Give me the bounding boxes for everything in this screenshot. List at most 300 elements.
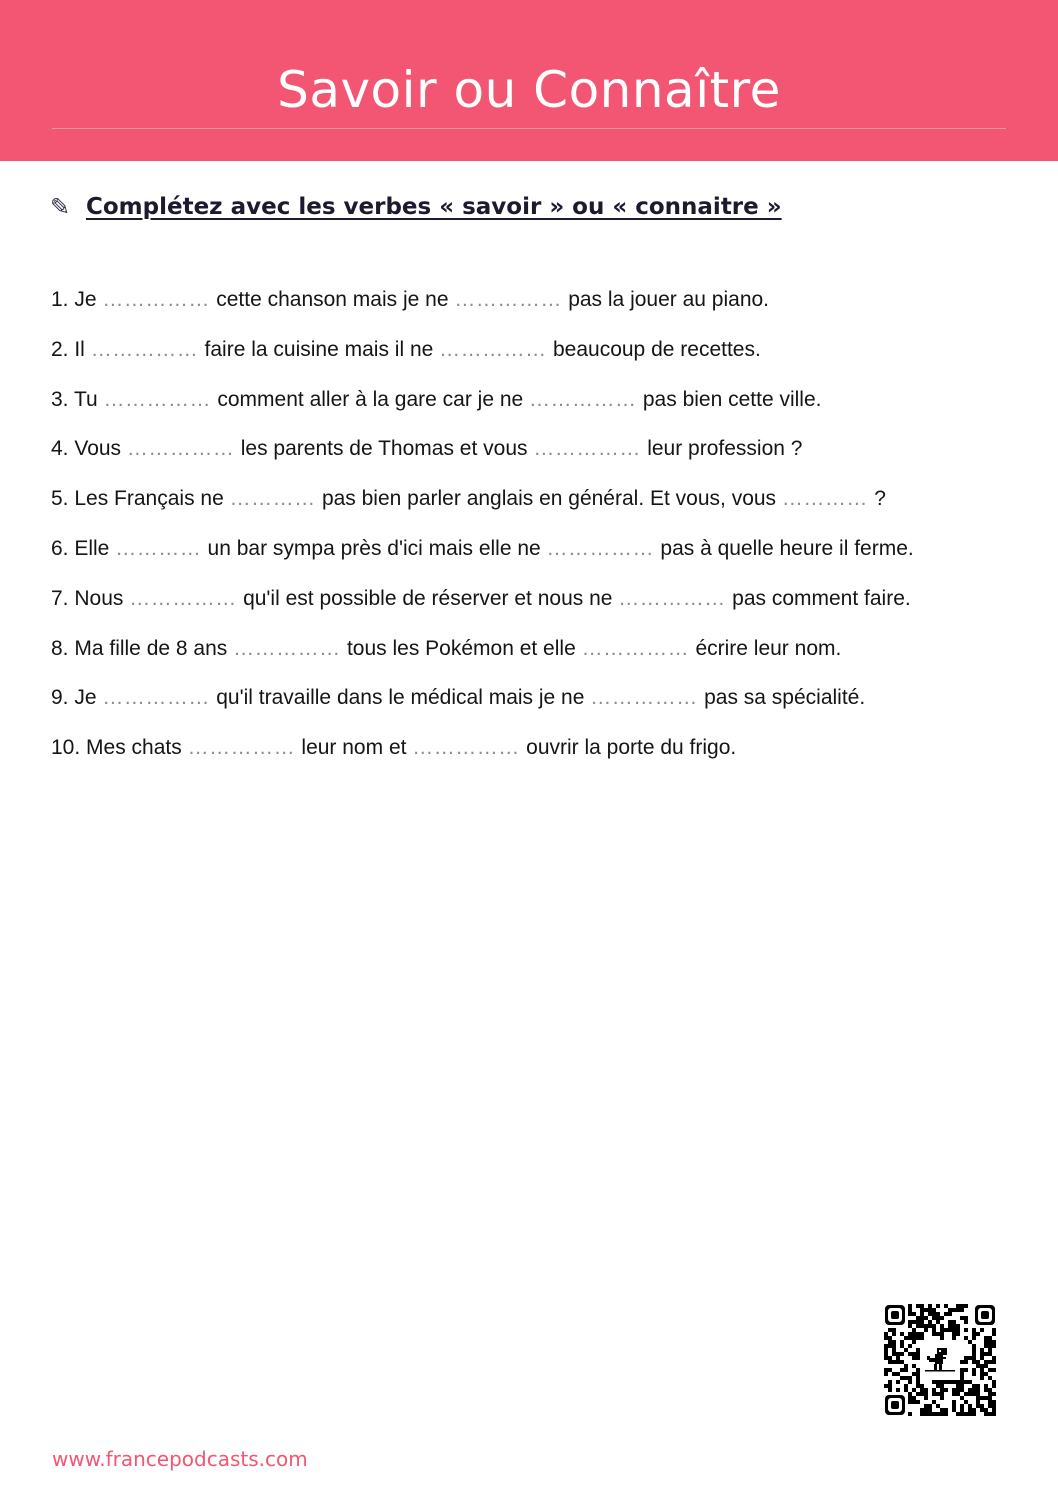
qr-module <box>960 1308 964 1312</box>
qr-module <box>896 1380 900 1384</box>
qr-module <box>984 1384 988 1388</box>
qr-module <box>924 1308 928 1312</box>
qr-module <box>984 1364 988 1368</box>
qr-module <box>988 1376 992 1380</box>
qr-module <box>940 1380 944 1384</box>
qr-module <box>892 1340 896 1344</box>
qr-module <box>920 1332 924 1336</box>
qr-module <box>920 1316 924 1320</box>
qr-module <box>952 1328 956 1332</box>
qr-module <box>992 1384 996 1388</box>
blank-2: …………… <box>454 288 569 311</box>
qr-module <box>952 1308 956 1312</box>
qr-module <box>992 1404 996 1408</box>
qr-module <box>900 1352 904 1356</box>
qr-module <box>896 1360 900 1364</box>
qr-module <box>892 1332 896 1336</box>
blank-2: …………… <box>529 387 643 411</box>
qr-module <box>920 1336 924 1340</box>
qr-module <box>904 1376 908 1380</box>
qr-module <box>884 1372 888 1376</box>
qr-module <box>964 1360 968 1364</box>
qr-module <box>948 1320 952 1324</box>
qr-module <box>948 1380 952 1384</box>
qr-module <box>972 1384 976 1388</box>
qr-module <box>908 1304 912 1308</box>
qr-module <box>980 1404 984 1408</box>
qr-module <box>932 1312 936 1316</box>
qr-module <box>928 1312 932 1316</box>
sentence-middle: qu'il travaille dans le médical mais je ne <box>216 686 591 710</box>
qr-module <box>920 1312 924 1316</box>
qr-module <box>972 1352 976 1356</box>
sentence-start: 5. Les Français ne <box>51 487 230 511</box>
qr-module <box>920 1320 924 1324</box>
qr-module <box>916 1372 920 1376</box>
qr-module <box>896 1356 900 1360</box>
qr-module <box>888 1388 892 1392</box>
qr-module <box>968 1380 972 1384</box>
qr-module <box>960 1396 964 1400</box>
qr-module <box>972 1372 976 1376</box>
sentence-end: pas à quelle heure il ferme. <box>660 536 914 560</box>
qr-module <box>972 1332 976 1336</box>
qr-module <box>908 1412 912 1416</box>
qr-module <box>972 1336 976 1340</box>
qr-module <box>904 1364 908 1368</box>
blank-2: …………… <box>581 636 696 660</box>
qr-module <box>960 1404 964 1408</box>
qr-module <box>940 1392 944 1396</box>
exercise-item <box>51 330 1011 380</box>
qr-module <box>952 1400 956 1404</box>
sentence-end: ? <box>874 487 886 511</box>
sentence-end: leur profession ? <box>647 437 803 461</box>
qr-module <box>932 1316 936 1320</box>
qr-module <box>900 1344 904 1348</box>
qr-module <box>884 1356 888 1360</box>
qr-module <box>952 1404 956 1408</box>
qr-module <box>892 1348 896 1352</box>
qr-module <box>904 1368 908 1372</box>
qr-module <box>992 1360 996 1364</box>
sentence-middle: un bar sympa près d'ici mais elle ne <box>207 536 547 560</box>
qr-module <box>972 1368 976 1372</box>
qr-module <box>912 1352 916 1356</box>
qr-module <box>960 1316 964 1320</box>
qr-module <box>984 1352 988 1356</box>
qr-module <box>916 1352 920 1356</box>
qr-module <box>952 1380 956 1384</box>
qr-module <box>884 1384 888 1388</box>
qr-module <box>924 1316 928 1320</box>
qr-module <box>940 1336 944 1340</box>
qr-module <box>924 1388 928 1392</box>
qr-module <box>904 1388 908 1392</box>
qr-module <box>932 1380 936 1384</box>
qr-module <box>948 1324 952 1328</box>
qr-module <box>936 1412 940 1416</box>
sentence-end: pas la jouer au piano. <box>568 288 770 311</box>
qr-module <box>940 1408 944 1412</box>
qr-module <box>928 1404 932 1408</box>
qr-module <box>912 1340 916 1344</box>
exercise-item <box>51 728 1011 778</box>
qr-module <box>924 1412 928 1416</box>
qr-module <box>936 1312 940 1316</box>
qr-module <box>980 1356 984 1360</box>
sentence-start: 8. Ma fille de 8 ans <box>51 636 234 660</box>
qr-module <box>892 1328 896 1332</box>
qr-module <box>952 1392 956 1396</box>
qr-module <box>960 1408 964 1412</box>
qr-module <box>884 1352 888 1356</box>
qr-module <box>900 1360 904 1364</box>
qr-module <box>908 1312 912 1316</box>
qr-module <box>888 1344 892 1348</box>
qr-module <box>916 1324 920 1328</box>
qr-module <box>888 1328 892 1332</box>
qr-module <box>988 1368 992 1372</box>
qr-module <box>968 1412 972 1416</box>
qr-module <box>980 1348 984 1352</box>
qr-module <box>916 1376 920 1380</box>
sentence-start: 2. Il <box>51 337 91 361</box>
qr-module <box>948 1308 952 1312</box>
qr-module <box>960 1368 964 1372</box>
qr-module <box>916 1320 920 1324</box>
qr-module <box>964 1380 968 1384</box>
exercise-item <box>51 479 1011 529</box>
qr-module <box>892 1372 896 1376</box>
qr-module <box>984 1372 988 1376</box>
sentence-middle: comment aller à la gare car je ne <box>217 387 530 411</box>
qr-module <box>960 1304 964 1308</box>
qr-module <box>952 1324 956 1328</box>
qr-module <box>932 1328 936 1332</box>
qr-module <box>984 1360 988 1364</box>
qr-module <box>888 1356 892 1360</box>
qr-module <box>900 1368 904 1372</box>
qr-module <box>956 1304 960 1308</box>
qr-module <box>888 1340 892 1344</box>
header-divider <box>52 128 1006 129</box>
qr-module <box>972 1344 976 1348</box>
qr-module <box>952 1320 956 1324</box>
pencil-icon: ✎ <box>50 193 71 221</box>
qr-module <box>988 1336 992 1340</box>
instruction-text: Complétez avec les verbes « savoir » ou « connaitre » <box>86 194 782 220</box>
qr-module <box>992 1408 996 1412</box>
blank-2: …………… <box>412 736 527 760</box>
qr-module <box>908 1392 912 1396</box>
qr-module <box>992 1368 996 1372</box>
qr-module <box>912 1372 916 1376</box>
qr-module <box>932 1308 936 1312</box>
qr-module <box>972 1360 976 1364</box>
sentence-start: 10. Mes chats <box>51 736 188 760</box>
blank-2: …………… <box>590 686 705 710</box>
sentence-middle: les parents de Thomas et vous <box>240 437 534 461</box>
qr-module <box>908 1324 912 1328</box>
qr-module <box>932 1332 936 1336</box>
qr-module <box>920 1304 924 1308</box>
qr-module <box>944 1304 948 1308</box>
qr-module <box>960 1376 964 1380</box>
qr-module <box>952 1332 956 1336</box>
qr-module <box>984 1388 988 1392</box>
qr-module <box>960 1412 964 1416</box>
qr-module <box>920 1384 924 1388</box>
qr-module <box>944 1380 948 1384</box>
qr-module <box>936 1316 940 1320</box>
blank-2: …………… <box>546 536 661 560</box>
qr-module <box>908 1352 912 1356</box>
qr-module <box>956 1328 960 1332</box>
qr-module <box>916 1332 920 1336</box>
qr-module <box>984 1396 988 1400</box>
qr-module <box>988 1348 992 1352</box>
qr-module <box>988 1400 992 1404</box>
qr-module <box>940 1328 944 1332</box>
qr-module <box>916 1316 920 1320</box>
qr-module <box>960 1384 964 1388</box>
qr-module <box>912 1328 916 1332</box>
qr-module <box>924 1404 928 1408</box>
qr-finder-bottom-left <box>885 1395 905 1415</box>
qr-module <box>940 1324 944 1328</box>
qr-module <box>972 1408 976 1412</box>
qr-module <box>908 1320 912 1324</box>
qr-module <box>956 1392 960 1396</box>
blank-2: ………… <box>781 487 875 511</box>
qr-module <box>920 1308 924 1312</box>
qr-code[interactable] <box>884 1304 996 1416</box>
qr-module <box>924 1392 928 1396</box>
exercise-item <box>51 380 1011 430</box>
qr-module <box>992 1380 996 1384</box>
qr-module <box>964 1328 968 1332</box>
sentence-end: pas comment faire. <box>732 586 911 610</box>
qr-module <box>944 1408 948 1412</box>
qr-module <box>916 1380 920 1384</box>
qr-module <box>956 1388 960 1392</box>
qr-module <box>960 1372 964 1376</box>
qr-module <box>992 1344 996 1348</box>
qr-module <box>980 1372 984 1376</box>
qr-module <box>960 1380 964 1384</box>
qr-module <box>884 1332 888 1336</box>
sentence-end: pas bien cette ville. <box>642 387 822 411</box>
qr-module <box>984 1336 988 1340</box>
qr-module <box>908 1332 912 1336</box>
qr-module <box>964 1368 968 1372</box>
qr-module <box>916 1368 920 1372</box>
qr-module <box>912 1336 916 1340</box>
qr-module <box>972 1348 976 1352</box>
blank-1: …………… <box>126 437 241 461</box>
footer-website-link[interactable]: www.francepodcasts.com <box>52 1447 308 1471</box>
qr-module <box>904 1348 908 1352</box>
qr-module <box>916 1348 920 1352</box>
qr-module <box>908 1380 912 1384</box>
qr-module <box>964 1304 968 1308</box>
qr-module <box>992 1332 996 1336</box>
qr-module <box>912 1400 916 1404</box>
qr-module <box>928 1308 932 1312</box>
qr-module <box>980 1352 984 1356</box>
exercise-list <box>51 280 1011 778</box>
qr-module <box>884 1336 888 1340</box>
qr-module <box>912 1396 916 1400</box>
blank-1: …………… <box>233 636 347 660</box>
exercise-item <box>51 429 1011 479</box>
blank-2: …………… <box>533 437 648 461</box>
qr-module <box>936 1320 940 1324</box>
qr-module <box>992 1412 996 1416</box>
qr-module <box>988 1344 992 1348</box>
qr-module <box>936 1404 940 1408</box>
qr-module <box>992 1400 996 1404</box>
exercise-item <box>51 529 1011 579</box>
qr-module <box>912 1356 916 1360</box>
qr-module <box>912 1312 916 1316</box>
qr-module <box>896 1352 900 1356</box>
qr-module <box>916 1392 920 1396</box>
qr-module <box>988 1352 992 1356</box>
qr-module <box>964 1412 968 1416</box>
qr-module <box>920 1412 924 1416</box>
qr-module <box>940 1384 944 1388</box>
qr-module <box>992 1356 996 1360</box>
qr-module <box>888 1384 892 1388</box>
instruction <box>50 187 782 227</box>
sentence-start: 9. Je <box>51 686 103 710</box>
blank-1: ………… <box>115 536 208 560</box>
qr-module <box>940 1388 944 1392</box>
sentence-middle: tous les Pokémon et elle <box>346 636 582 660</box>
qr-module <box>968 1388 972 1392</box>
qr-module <box>908 1400 912 1404</box>
qr-module <box>908 1376 912 1380</box>
qr-module <box>976 1396 980 1400</box>
sentence-middle: pas bien parler anglais en général. Et vous, vous <box>321 487 782 511</box>
qr-module <box>944 1312 948 1316</box>
qr-module <box>980 1408 984 1412</box>
qr-module <box>944 1412 948 1416</box>
qr-module <box>920 1324 924 1328</box>
qr-module <box>968 1404 972 1408</box>
page-title: Savoir ou Connaître <box>277 61 781 119</box>
sentence-start: 7. Nous <box>51 586 130 610</box>
qr-module <box>972 1392 976 1396</box>
sentence-end: ouvrir la porte du frigo. <box>526 736 737 760</box>
qr-module <box>896 1372 900 1376</box>
qr-module <box>956 1384 960 1388</box>
qr-module <box>952 1408 956 1412</box>
qr-module <box>984 1412 988 1416</box>
qr-module <box>980 1368 984 1372</box>
qr-module <box>976 1384 980 1388</box>
blank-1: …………… <box>102 288 217 311</box>
qr-module <box>988 1396 992 1400</box>
qr-module <box>900 1376 904 1380</box>
qr-module <box>964 1356 968 1360</box>
qr-module <box>908 1344 912 1348</box>
qr-module <box>920 1388 924 1392</box>
qr-module <box>952 1336 956 1340</box>
qr-module <box>944 1328 948 1332</box>
qr-module <box>968 1340 972 1344</box>
qr-module <box>908 1336 912 1340</box>
qr-module <box>988 1360 992 1364</box>
qr-module <box>932 1388 936 1392</box>
header-banner <box>0 0 1058 161</box>
qr-module <box>928 1412 932 1416</box>
qr-module <box>948 1328 952 1332</box>
qr-module <box>956 1412 960 1416</box>
qr-module <box>936 1304 940 1308</box>
qr-module <box>904 1336 908 1340</box>
qr-module <box>932 1412 936 1416</box>
qr-module <box>940 1412 944 1416</box>
sentence-middle: faire la cuisine mais il ne <box>204 337 440 361</box>
qr-module <box>972 1328 976 1332</box>
qr-module <box>904 1384 908 1388</box>
qr-module <box>968 1392 972 1396</box>
qr-module <box>964 1392 968 1396</box>
qr-module <box>928 1408 932 1412</box>
qr-module <box>932 1392 936 1396</box>
qr-module <box>960 1388 964 1392</box>
qr-module <box>992 1328 996 1332</box>
qr-module <box>940 1332 944 1336</box>
qr-module <box>972 1356 976 1360</box>
qr-module <box>964 1400 968 1404</box>
qr-module <box>980 1376 984 1380</box>
qr-module <box>988 1340 992 1344</box>
qr-module <box>916 1336 920 1340</box>
blank-2: …………… <box>618 586 733 610</box>
qr-module <box>936 1384 940 1388</box>
qr-module <box>936 1392 940 1396</box>
qr-module <box>976 1400 980 1404</box>
exercise-item <box>51 629 1011 679</box>
qr-module <box>888 1368 892 1372</box>
qr-module <box>912 1332 916 1336</box>
qr-module <box>976 1404 980 1408</box>
sentence-end: pas sa spécialité. <box>704 686 866 710</box>
qr-module <box>936 1332 940 1336</box>
blank-1: …………… <box>103 387 218 411</box>
qr-module <box>888 1360 892 1364</box>
qr-module <box>900 1332 904 1336</box>
sentence-start: 3. Tu <box>51 387 104 411</box>
blank-2: …………… <box>439 337 553 361</box>
qr-module <box>988 1412 992 1416</box>
qr-finder-top-left <box>885 1305 905 1325</box>
sentence-middle: qu'il est possible de réserver et nous ne <box>243 586 619 610</box>
sentence-start: 6. Elle <box>51 536 116 560</box>
qr-module <box>920 1408 924 1412</box>
qr-module <box>924 1408 928 1412</box>
qr-module <box>936 1380 940 1384</box>
qr-module <box>980 1396 984 1400</box>
qr-module <box>896 1388 900 1392</box>
qr-module <box>988 1388 992 1392</box>
exercise-item <box>51 280 1011 330</box>
qr-module <box>976 1392 980 1396</box>
